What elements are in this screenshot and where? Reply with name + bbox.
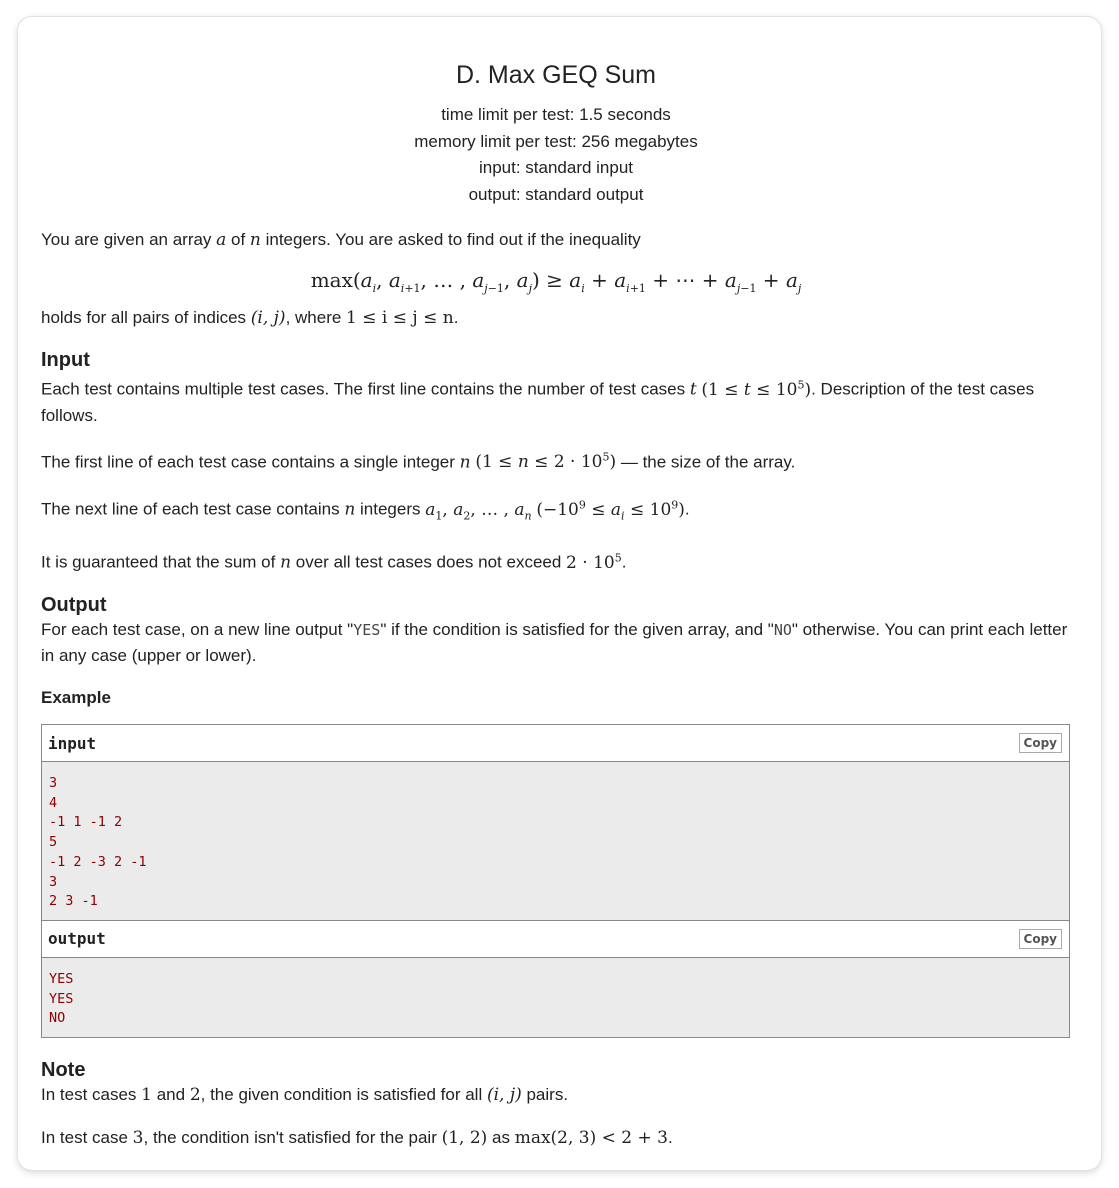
inequality-formula: $\max(a_i$, $a_{i+1}$, … , $a_{j-1}$, $a_j) \ge a_i + a_{i+1}$ + ⋯ + $a_{j-1} + a_j$ bbox=[310, 268, 802, 295]
memory-limit: memory limit per test: 256 megabytes bbox=[414, 131, 698, 151]
sample-output-header bbox=[42, 920, 1069, 958]
sample-input-label: input bbox=[48, 733, 97, 753]
n-range: $(1 \le n \le 2 \cdot 10^5)$ bbox=[475, 450, 617, 473]
input-heading: Input bbox=[41, 349, 90, 371]
input-paragraph-1: Each test contains multiple test cases. The first line contains the number of test cases t $(1 \le t \le 10^5)$. Description of the test cases follows. bbox=[41, 378, 1035, 425]
input-section bbox=[41, 348, 1071, 576]
sample-input-header bbox=[42, 725, 1069, 762]
array-sequence: $a_1$, $a_2$, … , $a_n$ bbox=[425, 499, 532, 523]
sample-output-label: output bbox=[48, 929, 106, 949]
input-paragraph-3: The next line of each test case contains n integers $a_1$, $a_2$, … , $a_n$ $(-10^9 \le a_i \le 10^9)$. bbox=[41, 498, 690, 523]
output-paragraph: For each test case, on a new line output "YES" if the condition is satisfied for the given array, and "NO" otherwise. You can print each letter in any case (upper or lower). bbox=[41, 620, 1068, 666]
problem-header bbox=[41, 61, 1071, 208]
sample-test bbox=[41, 724, 1070, 1038]
input-paragraph-2: The first line of each test case contains a single integer n $(1 \le n \le 2 \cdot 10^5)$ — the size of the array. bbox=[41, 450, 796, 473]
note-section bbox=[41, 1058, 1071, 1151]
t-range: $(1 \le t \le 10^5)$ bbox=[701, 378, 812, 400]
statement-paragraph-1: You are given an array a of n integers. You are asked to find out if the inequality bbox=[41, 230, 641, 250]
time-limit: time limit per test: 1.5 seconds bbox=[441, 105, 671, 124]
statement-paragraph-2: holds for all pairs of indices (i, j), where 1 ≤ i ≤ j ≤ n. bbox=[41, 308, 459, 328]
note-paragraph-1: In test cases 1 and 2, the given condition is satisfied for all (i, j) pairs. bbox=[41, 1085, 569, 1106]
problem-title: D. Max GEQ Sum bbox=[455, 61, 657, 89]
output-file: output: standard output bbox=[468, 184, 644, 204]
note-paragraph-2: In test case 3, the condition isn't satisfied for the pair (1, 2) as max(2, 3) < 2 + 3. bbox=[41, 1128, 673, 1149]
sample-input-text: 3 4 -1 1 -1 2 5 -1 2 -3 2 -1 3 2 3 -1 bbox=[42, 762, 1069, 920]
copy-input-button[interactable]: Copy bbox=[1019, 733, 1062, 753]
note-heading: Note bbox=[41, 1059, 86, 1082]
a-range: $(-10^9 \le a_i \le 10^9)$ bbox=[536, 498, 685, 523]
copy-output-button[interactable]: Copy bbox=[1019, 929, 1062, 949]
sample-output-text: YES YES NO bbox=[42, 958, 1069, 1037]
sum-bound: $2 \cdot 10^5$ bbox=[566, 551, 622, 574]
output-section bbox=[41, 593, 1071, 668]
problem-card bbox=[18, 17, 1101, 1170]
example-heading: Example bbox=[41, 688, 111, 708]
input-file: input: standard input bbox=[478, 158, 634, 177]
input-paragraph-4: It is guaranteed that the sum of n over all test cases does not exceed $2 \cdot 10^5$. bbox=[41, 551, 627, 574]
output-heading: Output bbox=[41, 594, 107, 617]
